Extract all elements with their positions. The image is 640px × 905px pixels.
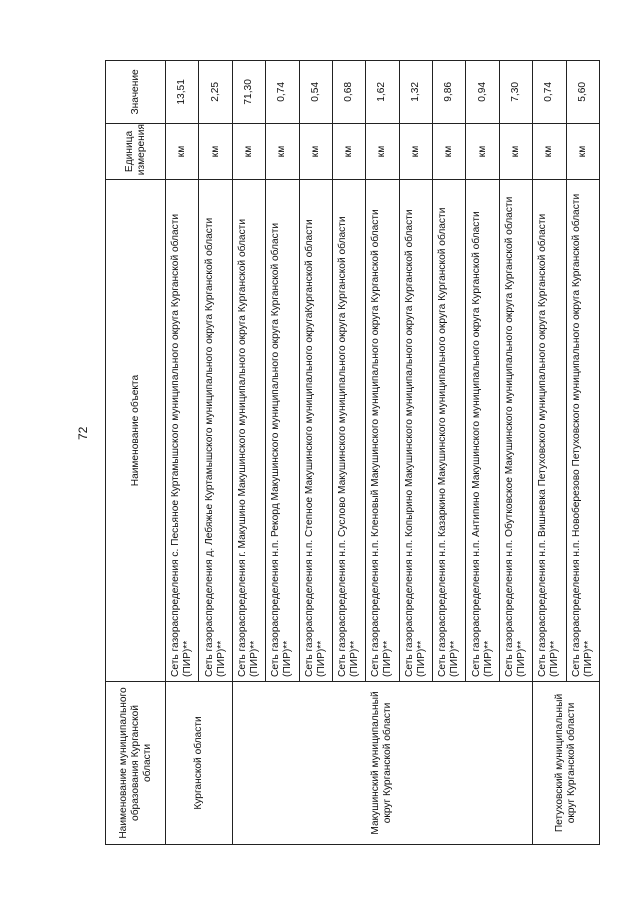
value-cell: 2,25 [199, 61, 232, 124]
unit-cell: км [566, 123, 600, 179]
unit-cell: км [232, 123, 265, 179]
value-cell: 1,32 [399, 61, 432, 124]
region-cell: Курганской области [166, 681, 233, 844]
unit-cell: км [166, 123, 199, 179]
object-cell: Сеть газораспределения н.п. Обутковское Макушинского муниципального округа Курганской области (ПИР)** [499, 180, 532, 682]
region-cell: Макушинский муниципальный округ Курганской области [232, 681, 532, 844]
region-cell: Петуховский муниципальный округ Курганской области [533, 681, 600, 844]
gas-network-table [105, 60, 600, 845]
header-region: Наименование муниципального образования Курганской области [106, 681, 166, 844]
unit-cell: км [533, 123, 566, 179]
unit-cell: км [366, 123, 399, 179]
header-value: Значение [106, 61, 166, 124]
object-cell: Сеть газораспределения н.п. Казаркино Макушинского муниципального округа Курганской области (ПИР)** [433, 180, 466, 682]
value-cell: 13,51 [166, 61, 199, 124]
header-object: Наименование объекта [106, 180, 166, 682]
table-body [166, 61, 600, 845]
unit-cell: км [466, 123, 499, 179]
value-cell: 9,86 [433, 61, 466, 124]
value-cell: 0,74 [533, 61, 566, 124]
object-cell: Сеть газораспределения д. Лебяжье Куртамышского муниципального округа Курганской области (ПИР)** [199, 180, 232, 682]
unit-cell: км [499, 123, 532, 179]
unit-cell: км [266, 123, 299, 179]
value-cell: 7,30 [499, 61, 532, 124]
rotated-table-container [105, 60, 600, 845]
object-cell: Сеть газораспределения н.п. Копырино Макушинского муниципального округа Курганской области (ПИР)** [399, 180, 432, 682]
value-cell: 71,30 [232, 61, 265, 124]
value-cell: 0,94 [466, 61, 499, 124]
object-cell: Сеть газораспределения г. Макушино Макушинского муниципального округа Курганской области (ПИР)** [232, 180, 265, 682]
object-cell: Сеть газораспределения н.п. Степное Макушинского муниципального округаКурганской области (ПИР)** [299, 180, 332, 682]
object-cell: Сеть газораспределения н.п. Вишневка Петуховского муниципального округа Курганской области (ПИР)** [533, 180, 566, 682]
unit-cell: км [332, 123, 365, 179]
value-cell: 0,54 [299, 61, 332, 124]
table-row [533, 61, 566, 845]
header-row [106, 61, 166, 845]
value-cell: 5,60 [566, 61, 600, 124]
unit-cell: км [199, 123, 232, 179]
object-cell: Сеть газораспределения н.п. Новоберезово Петуховского муниципального округа Курганской области (ПИР)** [566, 180, 600, 682]
table-row [232, 61, 265, 845]
object-cell: Сеть газораспределения с. Песьяное Куртамышского муниципального округа Курганской области (ПИР)** [166, 180, 199, 682]
object-cell: Сеть газораспределения н.п. Рекорд Макушинского муниципального округа Курганской области (ПИР)** [266, 180, 299, 682]
value-cell: 1,62 [366, 61, 399, 124]
page-number: 72 [76, 426, 90, 440]
table-row [166, 61, 199, 845]
value-cell: 0,68 [332, 61, 365, 124]
object-cell: Сеть газораспределения н.п. Антипино Макушинского муниципального округа Курганской области (ПИР)** [466, 180, 499, 682]
unit-cell: км [433, 123, 466, 179]
object-cell: Сеть газораспределения н.п. Суслово Макушинского муниципального округа Курганской области (ПИР)** [332, 180, 365, 682]
value-cell: 0,74 [266, 61, 299, 124]
header-unit: Единица измерения [106, 123, 166, 179]
unit-cell: км [399, 123, 432, 179]
object-cell: Сеть газораспределения н.п. Кленовый Макушинского муниципального округа Курганской области (ПИР)** [366, 180, 399, 682]
unit-cell: км [299, 123, 332, 179]
